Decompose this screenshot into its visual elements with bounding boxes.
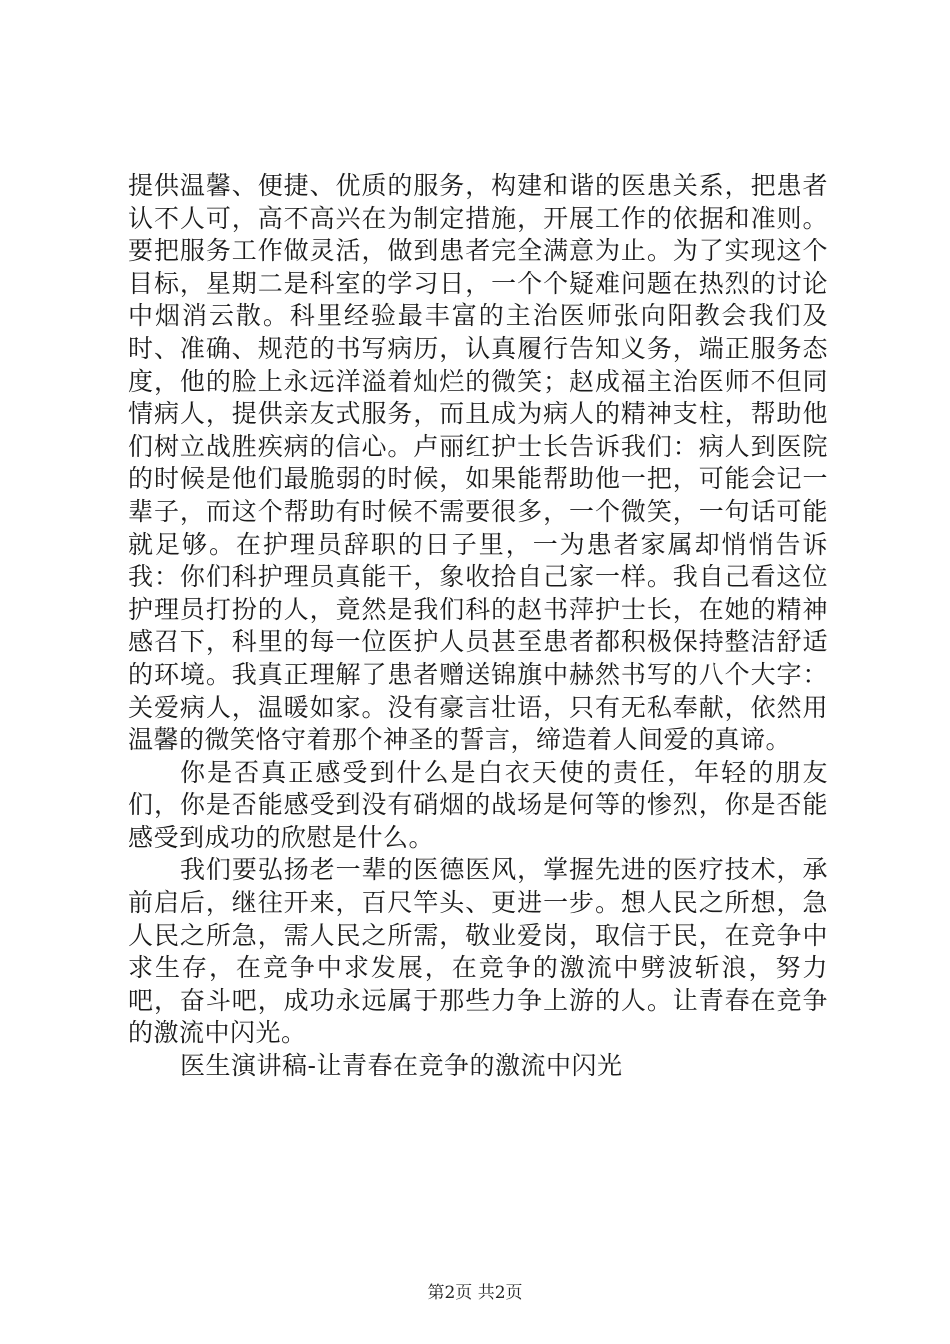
document-title-line: 医生演讲稿-让青春在竞争的激流中闪光: [180, 1051, 623, 1081]
document-body: [128, 170, 828, 1083]
page-number-footer: 第2页 共2页: [427, 1283, 523, 1303]
paragraph-continued: 提供温馨、便捷、优质的服务，构建和谐的医患关系，把患者认不人可，高不高兴在为制定措施，开展工作的依据和准则。要把服务工作做灵活，做到患者完全满意为止。为了实现这个目标，星期二是科室的学习日，一个个疑难问题在热烈的讨论中烟消云散。科里经验最丰富的主治医师张向阳教会我们及时、准确、规范的书写病历，认真履行告知义务，端正服务态度，他的脸上永远洋溢着灿烂的微笑；赵成福主治医师不但同情病人，提供亲友式服务，而且成为病人的精神支柱，帮助他们树立战胜疾病的信心。卢丽红护士长告诉我们：病人到医院的时候是他们最脆弱的时候，如果能帮助他一把，可能会记一辈子，而这个帮助有时候不需要很多，一个微笑，一句话可能就足够。在护理员辞职的日子里，一为患者家属却悄悄告诉我：你们科护理员真能干，象收拾自己家一样。我自己看这位护理员打扮的人，竟然是我们科的赵书萍护士长，在她的精神感召下，科里的每一位医护人员甚至患者都积极保持整洁舒适的环境。我真正理解了患者赠送锦旗中赫然书写的八个大字：关爱病人，温暖如家。没有豪言壮语，只有无私奉献，依然用温馨的微笑恪守着那个神圣的誓言，缔造着人间爱的真谛。: [128, 171, 828, 755]
paragraph-responsibility: 你是否真正感受到什么是白衣天使的责任，年轻的朋友们，你是否能感受到没有硝烟的战场是何等的惨烈，你是否能感受到成功的欣慰是什么。: [128, 757, 828, 852]
paragraph-call-to-action: 我们要弘扬老一辈的医德医风，掌握先进的医疗技术，承前启后，继往开来，百尺竿头、更进一步。想人民之所想，急人民之所急，需人民之所需，敬业爱岗，取信于民，在竞争中求生存，在竞争中求发展，在竞争的激流中劈波斩浪，努力吧，奋斗吧，成功永远属于那些力争上游的人。让青春在竞争的激流中闪光。: [128, 855, 828, 1048]
